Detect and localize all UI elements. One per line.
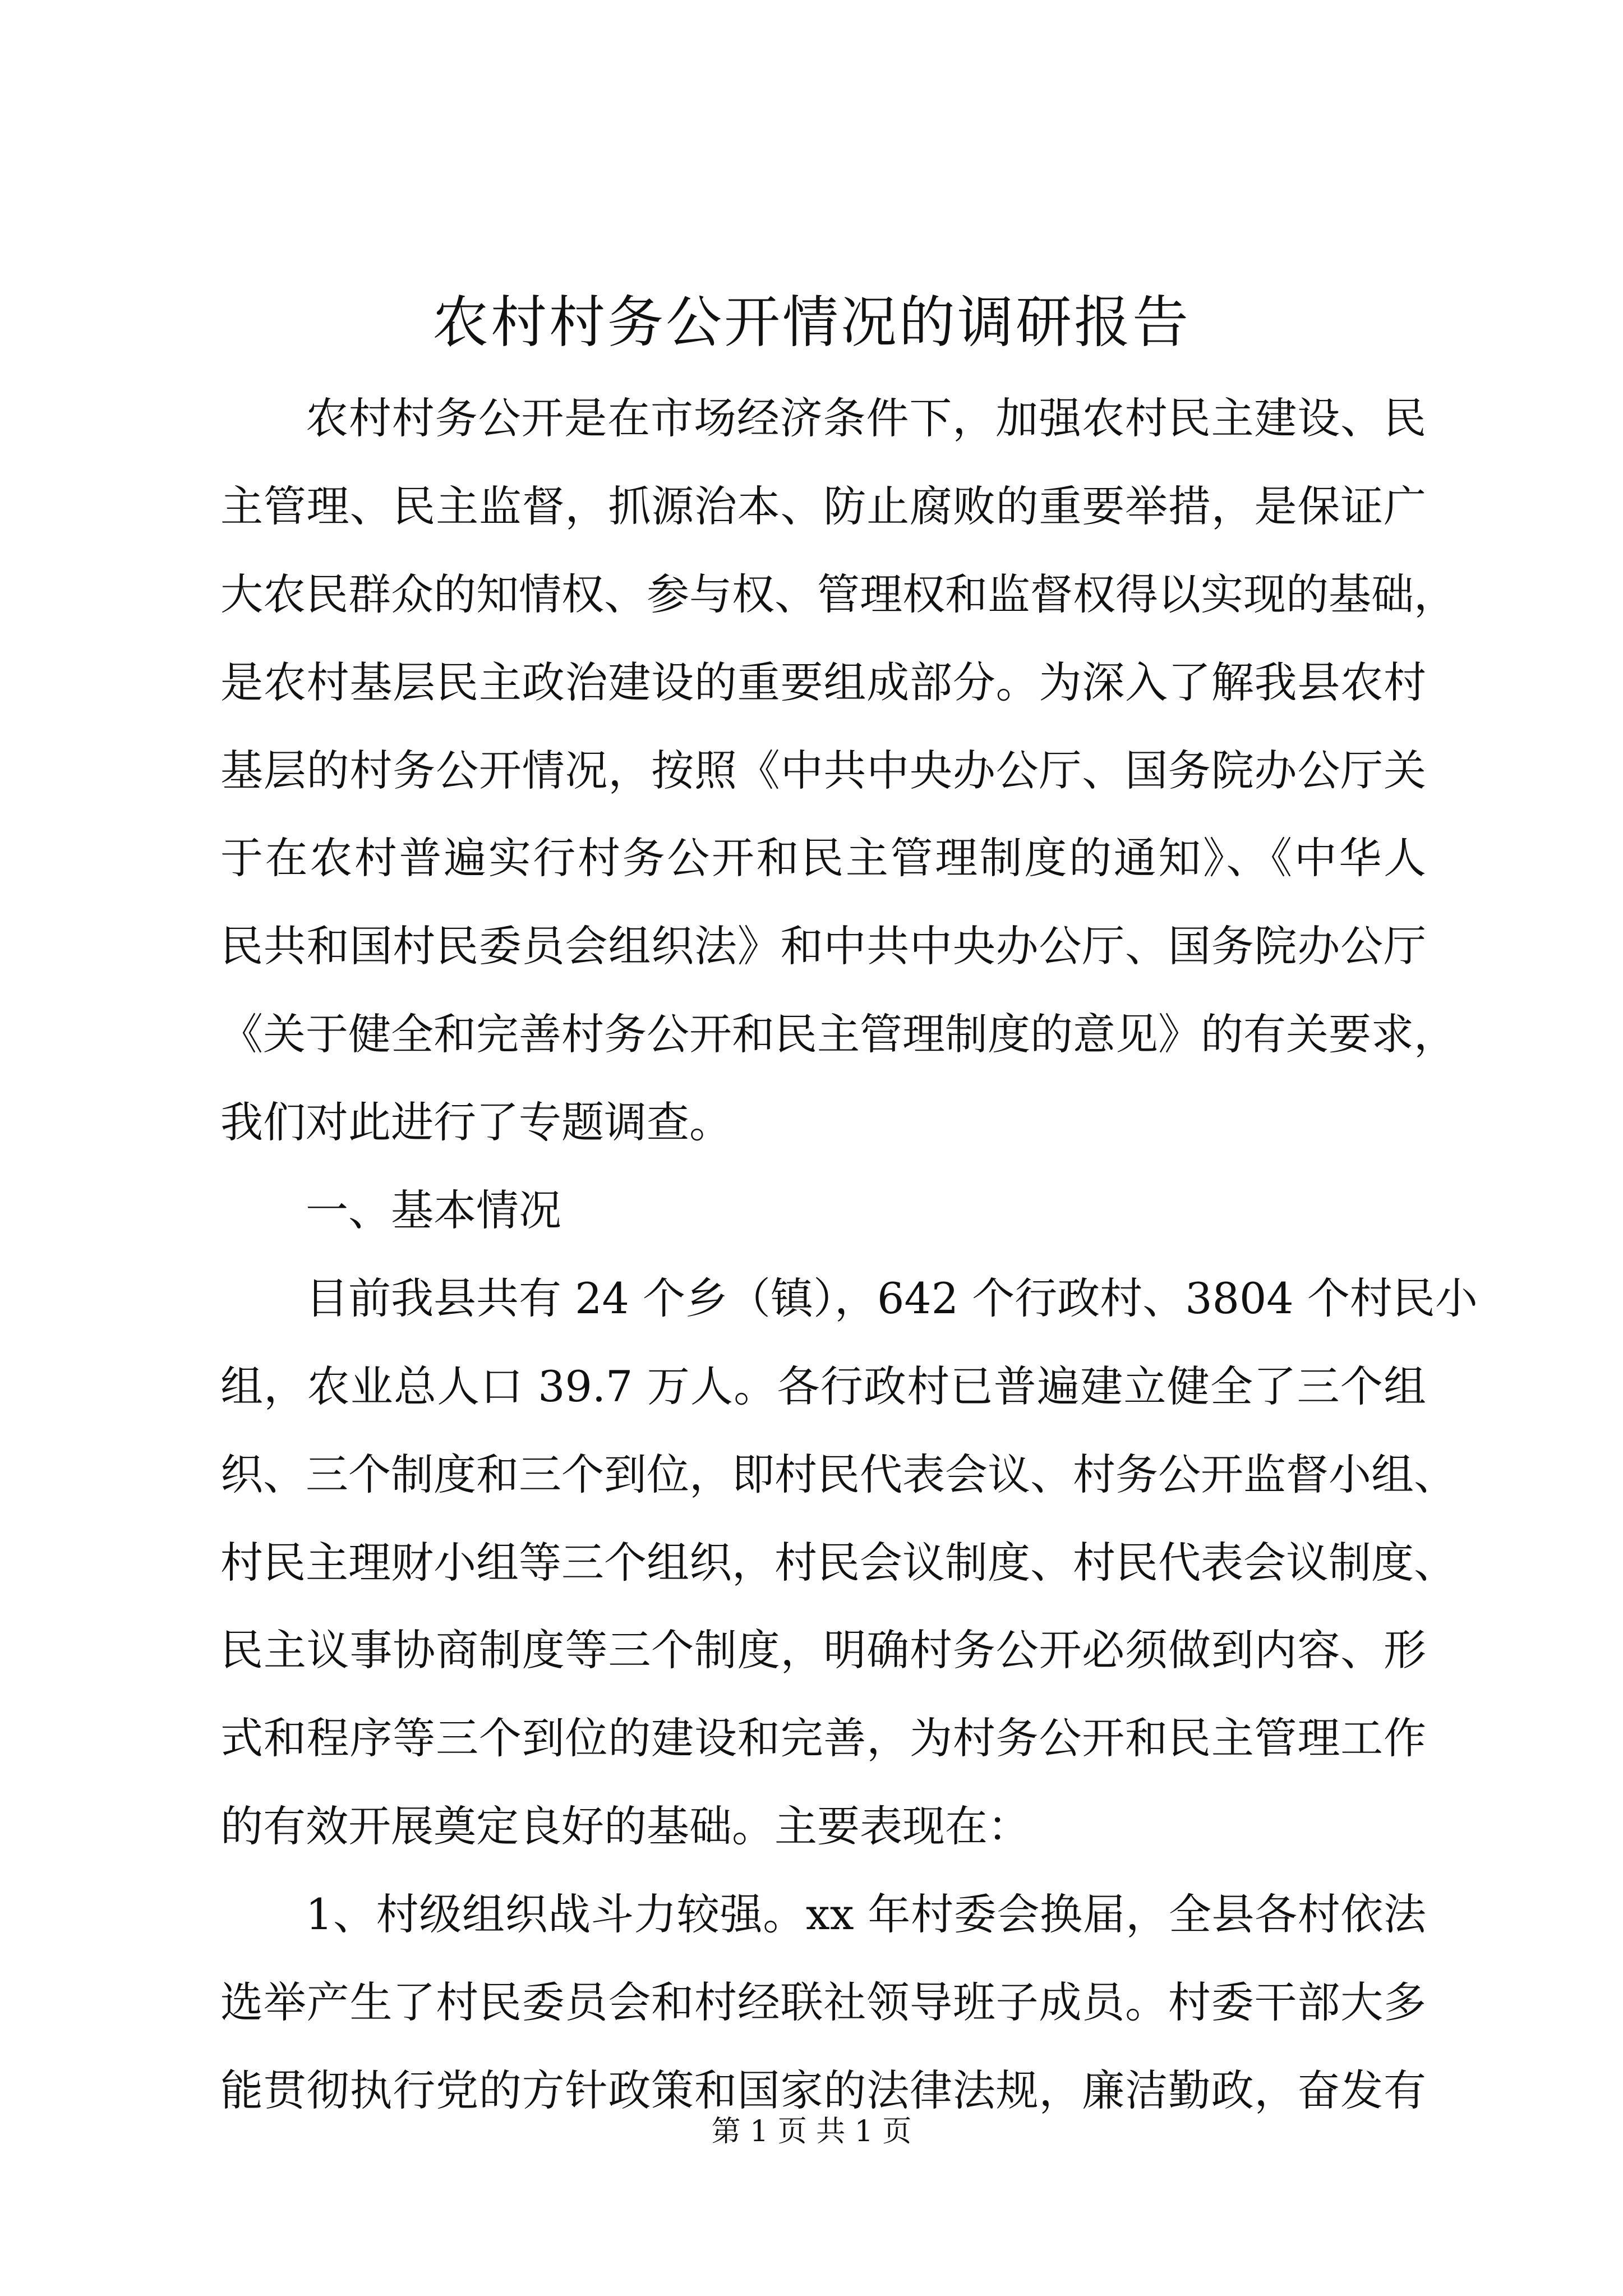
paragraph-line: 于在农村普遍实行村务公开和民主管理制度的通知》、《中华人 [220,833,1426,884]
paragraph-line: 民主议事协商制度等三个制度，明确村务公开必须做到内容、形 [220,1625,1426,1676]
paragraph-line: 民共和国村民委员会组织法》和中共中央办公厅、国务院办公厅 [220,921,1426,972]
document-body [220,375,1478,2135]
document-title: 农村村务公开情况的调研报告 [432,289,1191,355]
paragraph-line: 我们对此进行了专题调查。 [220,1097,732,1148]
paragraph-line: 1、村级组织战斗力较强。xx 年村委会换届，全县各村依法 [306,1889,1426,1940]
paragraph-line: 是农村基层民主政治建设的重要组成部分。为深入了解我县农村 [220,657,1426,707]
paragraph-line: 村民主理财小组等三个组织，村民会议制度、村民代表会议制度、 [220,1537,1456,1588]
paragraph-line: 织、三个制度和三个到位，即村民代表会议、村务公开监督小组、 [220,1449,1456,1499]
paragraph-line: 基层的村务公开情况，按照《中共中央办公厅、国务院办公厅关 [220,745,1426,795]
paragraph-line: 目前我县共有 24 个乡（镇），642 个行政村、3804 个村民小 [306,1273,1478,1323]
page-footer: 第 1 页 共 1 页 [711,2115,912,2148]
paragraph-line: 式和程序等三个到位的建设和完善，为村务公开和民主管理工作 [220,1713,1426,1764]
paragraph-line: 的有效开展奠定良好的基础。主要表现在： [220,1801,1030,1852]
paragraph-line: 主管理、民主监督，抓源治本、防止腐败的重要举措，是保证广 [220,481,1426,531]
paragraph-line: 农村村务公开是在市场经济条件下，加强农村民主建设、民 [306,393,1426,443]
section-heading: 一、基本情况 [306,1185,561,1236]
paragraph-line: 《关于健全和完善村务公开和民主管理制度的意见》的有关要求， [220,1009,1456,1060]
paragraph-line: 能贯彻执行党的方针政策和国家的法律法规，廉洁勤政，奋发有 [220,2065,1426,2115]
paragraph-line: 大农民群众的知情权、参与权、管理权和监督权得以实现的基础， [220,569,1456,619]
paragraph-line: 组，农业总人口 39.7 万人。各行政村已普遍建立健全了三个组 [220,1361,1426,1411]
paragraph-line: 选举产生了村民委员会和村经联社领导班子成员。村委干部大多 [220,1977,1426,2028]
